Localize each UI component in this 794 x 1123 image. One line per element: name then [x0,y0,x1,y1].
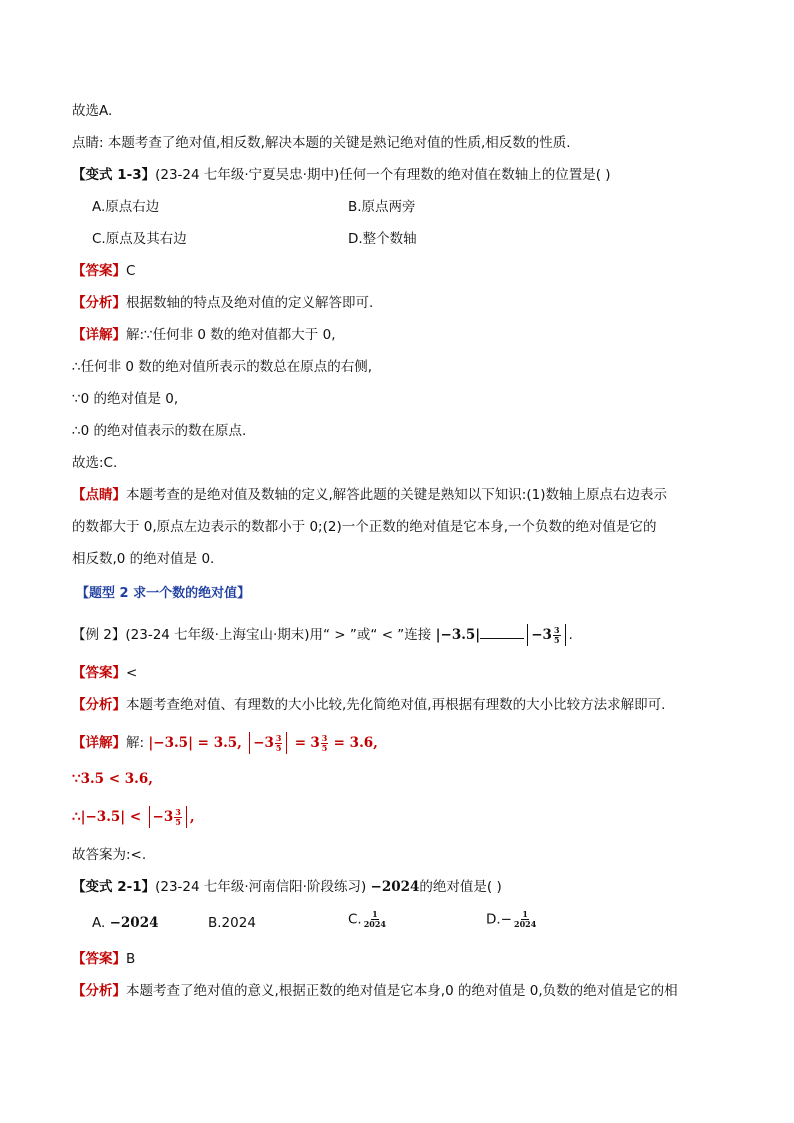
math-line: ∵3.5 < 3.6, [72,771,153,787]
answer-tag: 【答案】 [72,951,126,967]
text-line: 故答案为:<. [72,847,147,863]
example-question: 【例 2】(23-24 七年级·上海宝山·期末)用“ > ”或“ < ”连接 |−3.5| −3 $\frac{3}{5}$ . [72,624,573,645]
abs-bar [186,806,187,828]
abs-bar [565,624,566,646]
text-line: ∵0 的绝对值是 0, [72,391,179,407]
comment-text: 本题考查的是绝对值及数轴的定义,解答此题的关键是熟知以下知识:(1)数轴上原点右边表示 [126,487,667,503]
number: −2024 [370,879,420,895]
analysis-tag: 【分析】 [72,295,126,311]
abs-bar [149,806,150,828]
analysis-text: 根据数轴的特点及绝对值的定义解答即可. [126,295,374,311]
option-c: C. $\frac{1}{2024}$ [348,909,386,929]
question-text: (23-24 七年级·河南信阳·阶段练习) [155,879,367,895]
variant-tag: 【变式 1-3】 [72,167,156,183]
option-b: B.2024 [208,915,256,931]
detail-text: 解:∵任何非 0 数的绝对值都大于 0, [126,327,336,343]
option-a: A. −2024 [92,915,159,931]
text-line: 相反数,0 的绝对值是 0. [72,551,215,567]
detail-line: 【详解】解: |−3.5| = 3.5, −3 $\frac{3}{5}$ = 3 $\frac{3}{5}$ = 3.6, [72,732,378,753]
option-d: D.− $\frac{1}{2024}$ [486,909,537,929]
mixed-number: 3 $\frac{3}{5}$ [310,732,328,753]
point-note-line [72,134,571,152]
answer-line [72,262,135,280]
comment-line [72,486,667,504]
comment-tag: 【点睛】 [72,487,126,503]
option-c: C.原点及其右边 [92,231,187,247]
abs-bar [527,624,528,646]
variant-tag: 【变式 2-1】 [72,879,156,895]
variant-question [72,166,611,184]
analysis-text: 本题考查了绝对值的意义,根据正数的绝对值是它本身,0 的绝对值是 0,负数的绝对值是它的相 [126,983,678,999]
option-b: B.原点两旁 [348,199,416,215]
mixed-number: −3 $\frac{3}{5}$ [253,732,282,753]
question-text: (23-24 七年级·宁夏吴忠·期中)任何一个有理数的绝对值在数轴上的位置是( ) [155,167,611,183]
text-line: ∴任何非 0 数的绝对值所表示的数总在原点的右侧, [72,359,373,375]
mixed-number: −3 $\frac{3}{5}$ [531,624,560,645]
example-text: (23-24 七年级·上海宝山·期末)用“ > ”或“ < ”连接 [125,627,432,643]
answer-line [72,664,137,682]
answer-tag: 【答案】 [72,665,126,681]
analysis-text: 本题考查绝对值、有理数的大小比较,先化简绝对值,再根据有理数的大小比较方法求解即可. [126,697,666,713]
text-line: ∴0 的绝对值表示的数在原点. [72,423,247,439]
option-a: A.原点右边 [92,199,160,215]
variant-question [72,878,502,896]
detail-line [72,326,335,344]
expression: |−3.5| [435,627,481,643]
text-line: 的数都大于 0,原点左边表示的数都小于 0;(2)一个正数的绝对值是它本身,一个负数的绝对值是它的 [72,519,657,535]
answer-value: B [126,951,136,967]
analysis-line [72,294,373,312]
analysis-tag: 【分析】 [72,697,126,713]
analysis-tag: 【分析】 [72,983,126,999]
math-line: ∴|−3.5| < −3 $\frac{3}{5}$ , [72,806,195,827]
tag: 点睛: [72,135,104,151]
expression: |−3.5| = 3.5, [148,735,242,751]
text: 本题考查了绝对值,相反数,解决本题的关键是熟记绝对值的性质,相反数的性质. [107,135,571,151]
answer-tag: 【答案】 [72,263,126,279]
abs-bar [286,732,287,754]
mixed-number: −3 $\frac{3}{5}$ [152,806,181,827]
detail-pre: 解: [126,735,145,751]
question-text: 的绝对值是( ) [419,879,502,895]
answer-value: C [126,263,136,279]
detail-tag: 【详解】 [72,327,126,343]
answer-blank [480,624,524,639]
analysis-line [72,696,665,714]
answer-line [72,950,135,968]
abs-bar [249,732,250,754]
answer-value: < [126,665,138,681]
detail-tag: 【详解】 [72,735,126,751]
text-line: 故选:C. [72,455,118,471]
section-title: 【题型 2 求一个数的绝对值】 [76,586,251,601]
analysis-line [72,982,678,1000]
text-line: 故选A. [72,103,113,119]
option-d: D.整个数轴 [348,231,417,247]
example-tag: 【例 2】 [72,627,126,643]
